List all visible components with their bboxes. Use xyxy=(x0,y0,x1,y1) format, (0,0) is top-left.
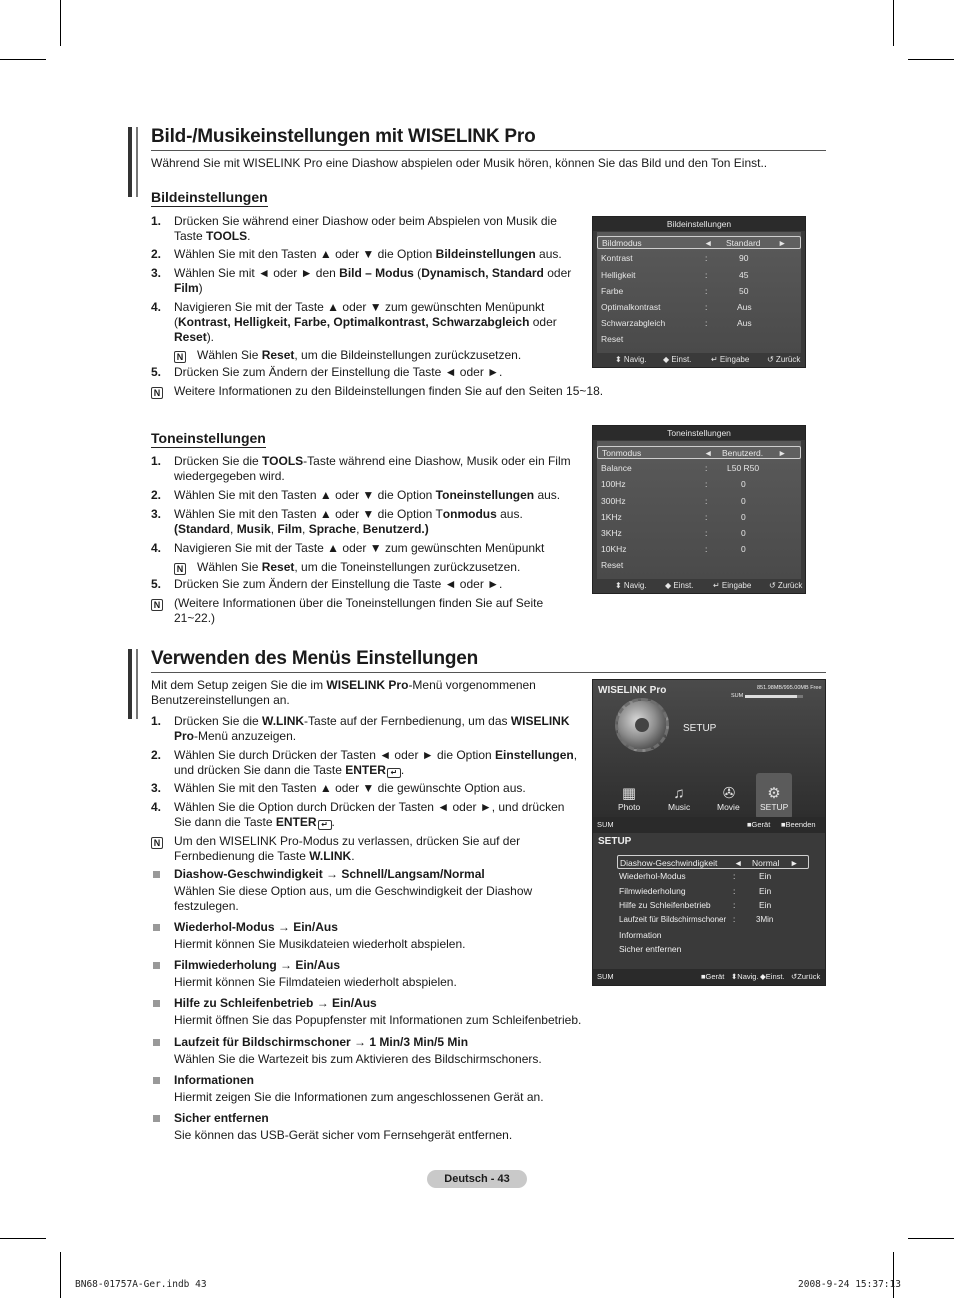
storage-label: SUM xyxy=(731,693,744,699)
section-bar xyxy=(128,127,132,197)
section-intro: Mit dem Setup zeigen Sie die im WISELINK Pro-Menü vorgenommenen Benutzereinstellungen an. xyxy=(151,678,536,707)
setup-heading: SETUP xyxy=(598,836,632,847)
osd-row[interactable]: Optimalkontrast : Aus xyxy=(601,302,752,312)
page-number-badge: Deutsch - 43 xyxy=(427,1170,527,1188)
menu-label-photo[interactable]: Photo xyxy=(618,802,641,812)
crop-mark xyxy=(0,1238,46,1239)
osd-row[interactable]: Helligkeit : 45 xyxy=(601,270,749,280)
osd-footer: ⬍ Navig. ◆ Einst. ↵ Eingabe ↺ Zurück xyxy=(615,581,803,590)
osd-row[interactable]: Tonmodus ◄ Benutzerd. ► xyxy=(597,446,801,459)
wiselink-statusbar: SUM ■ Gerät ⬍ Navig. ◆ Einst. ↺ Zurück xyxy=(593,969,825,985)
osd-row[interactable]: 3KHz : 0 xyxy=(601,528,746,538)
osd-toneinstellungen xyxy=(592,425,806,594)
storage-info: 851.98MB/995.00MB Free xyxy=(757,685,822,691)
osd-row[interactable]: 100Hz : 0 xyxy=(601,479,746,489)
bullet-marker xyxy=(153,1077,160,1084)
osd-row[interactable]: Schwarzabgleich : Aus xyxy=(601,318,752,328)
bullet-item: Filmwiederholung → Ein/Aus Hiermit können Sie Filmdateien wiederholt abspielen. xyxy=(151,957,581,993)
bullet-item: Wiederhol-Modus → Ein/Aus Hiermit können Sie Musikdateien wiederholt abspielen. xyxy=(151,919,581,955)
setup-gear-icon xyxy=(615,698,669,752)
menu-label-setup[interactable]: SETUP xyxy=(760,802,789,812)
note-icon: N xyxy=(174,351,186,363)
movie-icon[interactable]: ✇ xyxy=(722,785,736,802)
menu-label-music[interactable]: Music xyxy=(668,802,691,812)
osd-bildeinstellungen xyxy=(592,216,806,368)
bullet-marker xyxy=(153,1115,160,1122)
bullet-item: Sicher entfernen Sie können das USB-Gerät sicher vom Fernsehgerät entfernen. xyxy=(151,1110,581,1146)
section-title: Verwenden des Menüs Einstellungen xyxy=(151,648,479,669)
bullet-marker xyxy=(153,1000,160,1007)
music-icon[interactable]: ♫ xyxy=(673,785,685,802)
osd-row[interactable]: 10KHz : 0 xyxy=(601,544,746,554)
enter-icon: ↵ xyxy=(387,768,401,778)
wiselink-panel xyxy=(592,679,826,986)
setup-row[interactable]: Diashow-Geschwindigkeit ◄ Normal ► xyxy=(617,855,809,869)
setup-label: SETUP xyxy=(683,723,717,734)
print-slug-right: 2008-9-24 15:37:13 xyxy=(798,1279,901,1290)
osd-row[interactable]: Reset xyxy=(601,334,624,344)
section-bar xyxy=(128,649,132,719)
storage-bar xyxy=(745,695,803,698)
osd-title: Toneinstellungen xyxy=(593,426,805,440)
crop-mark xyxy=(893,1252,894,1298)
section-bar xyxy=(136,649,138,719)
note-icon: N xyxy=(151,387,163,399)
bullet-marker xyxy=(153,962,160,969)
section-title: Bild-/Musikeinstellungen mit WISELINK Pro xyxy=(151,126,536,147)
osd-row[interactable]: Kontrast : 90 xyxy=(601,253,749,263)
bullet-marker xyxy=(153,924,160,931)
osd-row[interactable]: Bildmodus ◄ Standard ► xyxy=(597,236,801,249)
setup-row[interactable]: Information xyxy=(619,930,662,940)
setup-row[interactable]: Wiederhol-Modus : Ein xyxy=(619,871,772,881)
setup-row[interactable]: Laufzeit für Bildschirmschoner : 3Min xyxy=(619,915,774,924)
osd-footer: ⬍ Navig. ◆ Einst. ↵ Eingabe ↺ Zurück xyxy=(615,355,801,364)
bullet-item: Laufzeit für Bildschirmschoner → 1 Min/3 Min/5 Min Wählen Sie die Wartezeit bis zum Aktivieren des Bildschirmschoners. xyxy=(151,1034,581,1070)
crop-mark xyxy=(0,59,46,60)
wiselink-title: WISELINK Pro xyxy=(598,685,667,696)
section-intro: Während Sie mit WISELINK Pro eine Diashow abspielen oder Musik hören, können Sie das Bild und den Ton Einst.. xyxy=(151,156,768,170)
print-slug-left: BN68-01757A-Ger.indb 43 xyxy=(75,1279,207,1290)
enter-icon: ↵ xyxy=(318,820,332,830)
gear-icon[interactable]: ⚙ xyxy=(767,785,781,802)
bullet-item: Diashow-Geschwindigkeit → Schnell/Langsam/Normal Wählen Sie diese Option aus, um die Geschwindigkeit der Diashow festzulegen. xyxy=(151,866,581,916)
section-bar xyxy=(136,127,138,197)
wiselink-statusbar: SUM ■ Gerät ■ Beenden xyxy=(593,817,825,833)
bullet-item: Hilfe zu Schleifenbetrieb → Ein/Aus Hiermit öffnen Sie das Popupfenster mit Informationen zum Schleifenbetrieb. xyxy=(151,995,581,1031)
crop-mark xyxy=(60,1252,61,1298)
osd-row[interactable]: Reset xyxy=(601,560,624,570)
crop-mark xyxy=(60,0,61,46)
osd-row[interactable]: Farbe : 50 xyxy=(601,286,749,296)
photo-icon[interactable]: ▦ xyxy=(621,785,637,802)
subheading-bildeinstellungen: Bildeinstellungen xyxy=(151,189,268,205)
bullet-marker xyxy=(153,1039,160,1046)
crop-mark xyxy=(908,59,954,60)
setup-row[interactable]: Sicher entfernen xyxy=(619,944,682,954)
bullet-marker xyxy=(153,871,160,878)
setup-row[interactable]: Filmwiederholung : Ein xyxy=(619,886,772,896)
title-rule xyxy=(151,150,826,151)
note-icon: N xyxy=(151,599,163,611)
osd-row[interactable]: Balance : L50 R50 xyxy=(601,463,760,473)
menu-label-movie[interactable]: Movie xyxy=(717,802,740,812)
setup-list xyxy=(617,855,809,953)
setup-row[interactable]: Hilfe zu Schleifenbetrieb : Ein xyxy=(619,900,772,910)
bullet-item: Informationen Hiermit zeigen Sie die Informationen zum angeschlossenen Gerät an. xyxy=(151,1072,581,1108)
subheading-toneinstellungen: Toneinstellungen xyxy=(151,430,266,446)
title-rule xyxy=(151,672,826,673)
crop-mark xyxy=(908,1238,954,1239)
osd-row[interactable]: 1KHz : 0 xyxy=(601,512,746,522)
crop-mark xyxy=(893,0,894,46)
osd-title: Bildeinstellungen xyxy=(593,217,805,231)
note-icon: N xyxy=(151,837,163,849)
note-icon: N xyxy=(174,563,186,575)
osd-row[interactable]: 300Hz : 0 xyxy=(601,496,746,506)
